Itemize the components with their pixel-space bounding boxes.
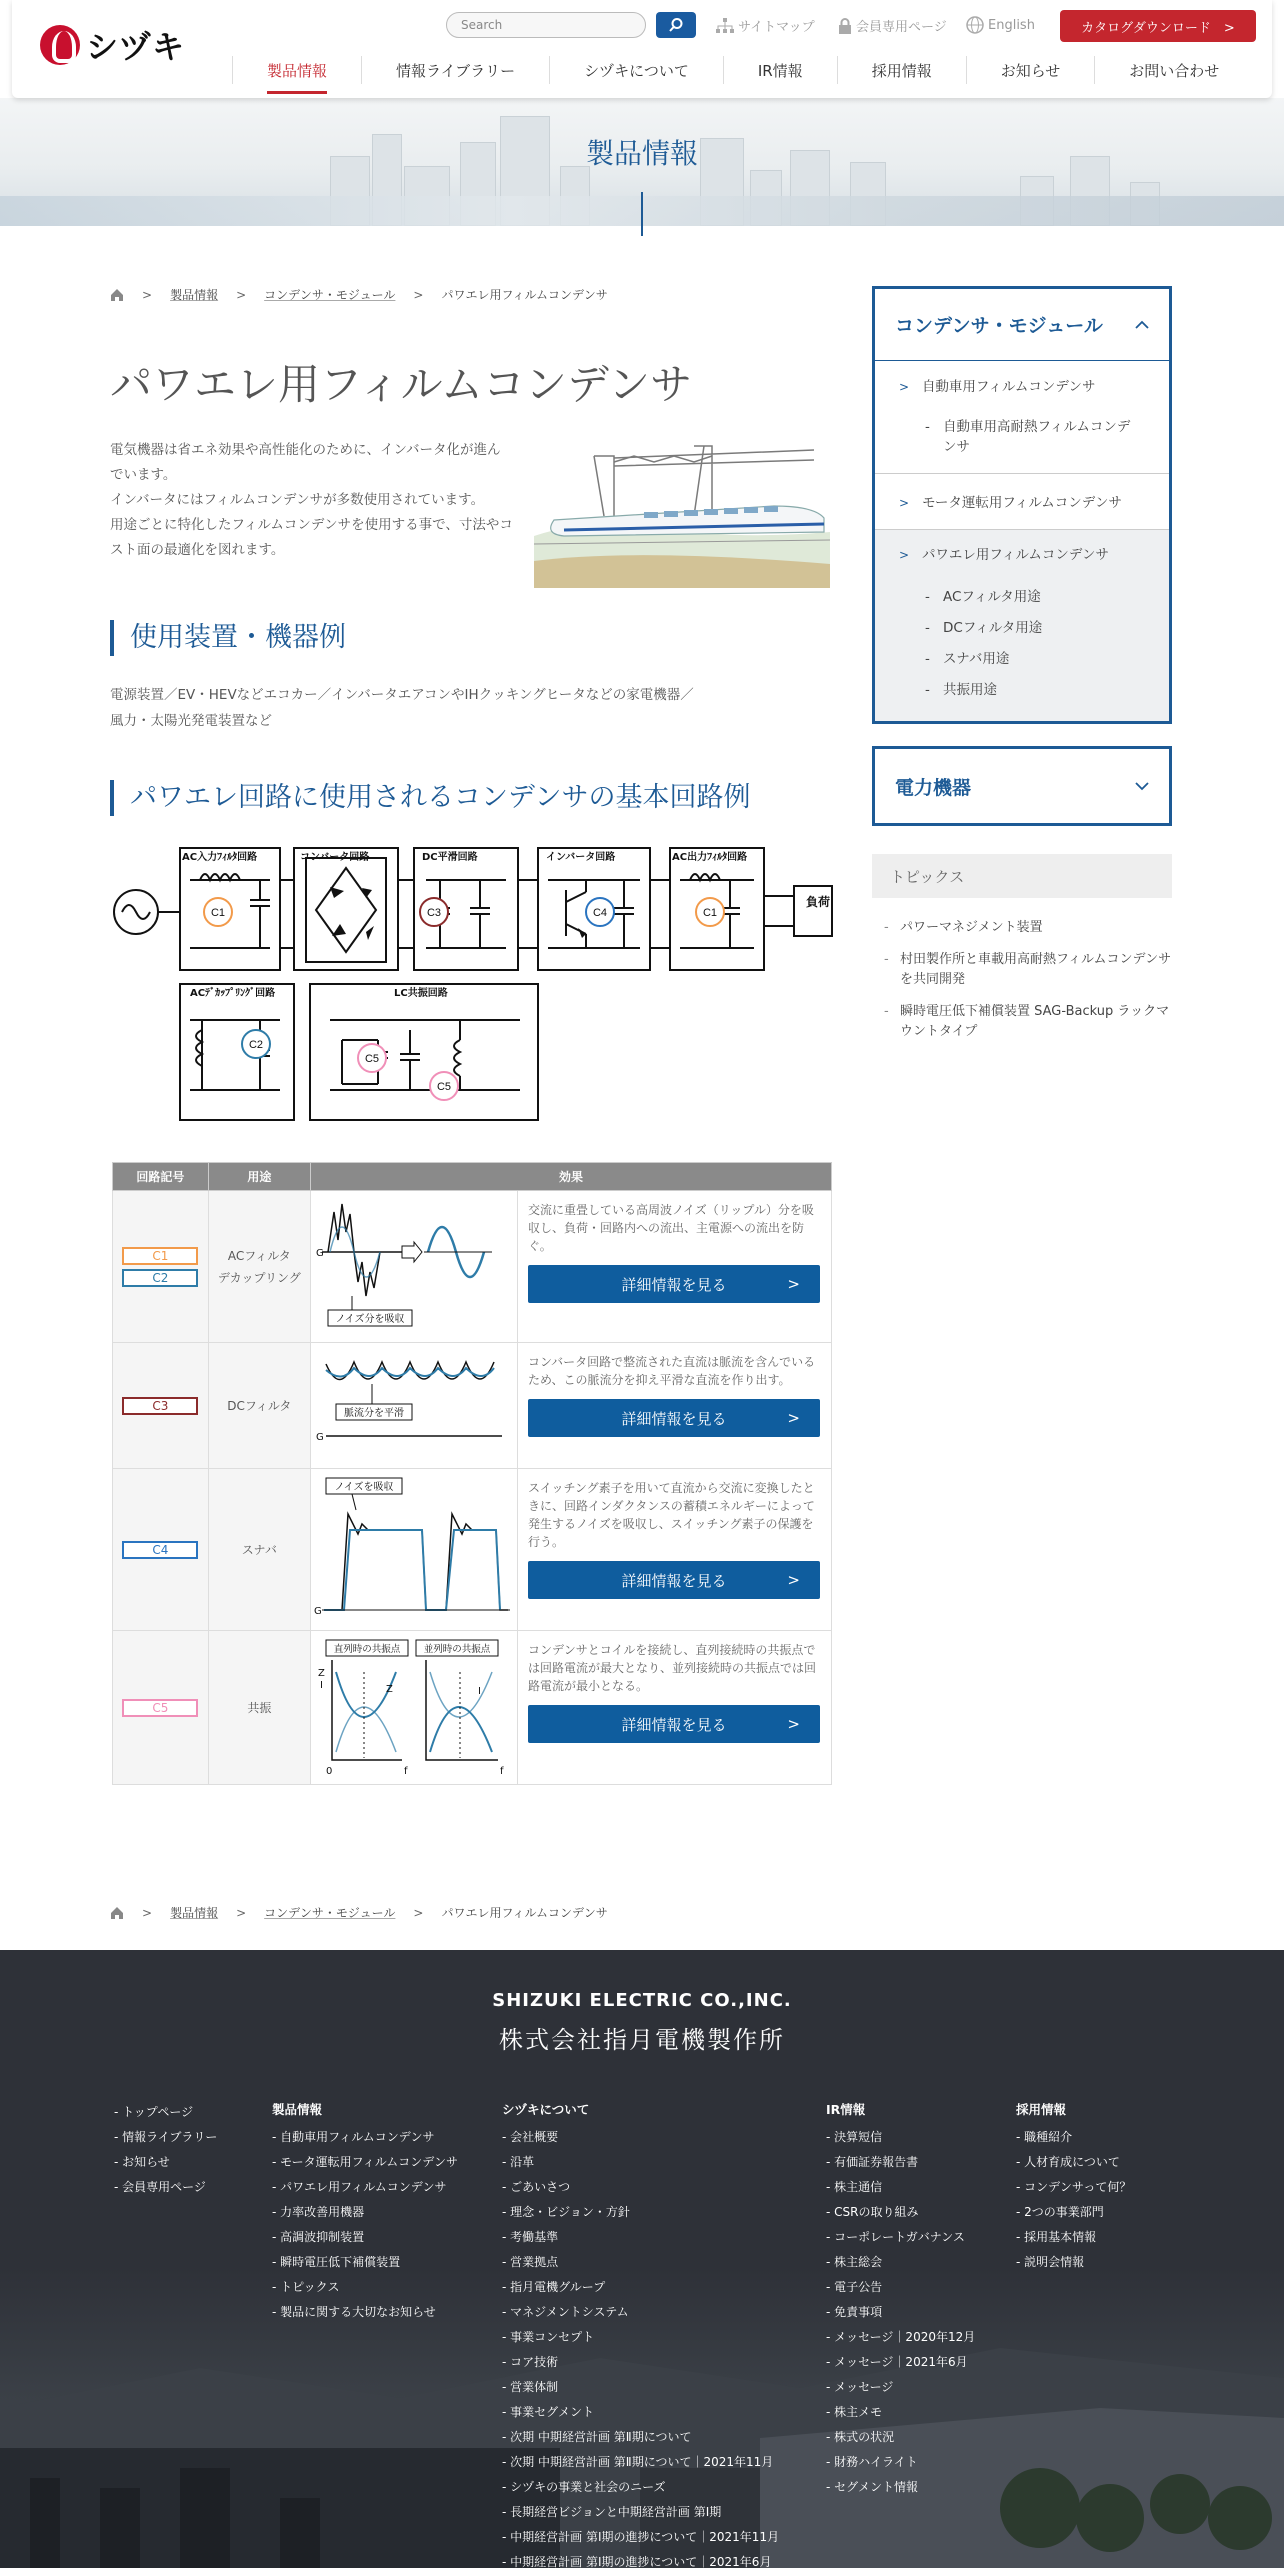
footer-link-label: 力率改善用機器 — [280, 2205, 365, 2219]
devices-line: 風力・太陽光発電装置など — [110, 713, 272, 729]
footer-link-label: 有価証券報告書 — [834, 2155, 919, 2169]
english-link[interactable] — [966, 16, 1035, 34]
circuit-code: C5 — [122, 1699, 198, 1717]
globe-icon — [966, 16, 984, 34]
footer-col-title[interactable]: IR情報 — [826, 2102, 866, 2117]
footer-link[interactable]: - 瞬時電圧低下補償装置 — [272, 2255, 401, 2269]
footer-link-label: トピックス — [280, 2280, 340, 2294]
breadcrumb-separator: > — [236, 1905, 247, 1920]
chevron-up-icon — [1135, 320, 1149, 330]
circuit-code: C3 — [122, 1397, 198, 1415]
graph-label: G — [316, 1248, 324, 1259]
footer-link[interactable]: - トピックス — [272, 2280, 340, 2294]
chevron-right-icon: > — [787, 1571, 800, 1589]
footer-link[interactable]: - 免責事項 — [826, 2305, 883, 2319]
sidebar-item-snubber[interactable]: - スナバ用途 — [925, 651, 1010, 667]
breadcrumb-capacitor[interactable]: コンデンサ・モジュール — [264, 288, 396, 302]
footer-link[interactable]: - メッセージ｜2020年12月 — [826, 2330, 976, 2344]
graph-label: 並列時の共振点 — [423, 1644, 491, 1655]
footer-link[interactable]: - 次期 中期経営計画 第Ⅱ期について｜2021年11月 — [502, 2455, 774, 2469]
footer-link[interactable]: - 株式の状況 — [826, 2430, 895, 2444]
footer-link-label: 免責事項 — [834, 2305, 883, 2319]
table-row — [113, 1343, 832, 1469]
footer-link-label: マネジメントシステム — [510, 2305, 629, 2319]
sidebar-item-motor[interactable]: > モータ運転用フィルムコンデンサ — [899, 495, 1123, 511]
footer-link[interactable]: - 製品に関する大切なお知らせ — [272, 2305, 436, 2319]
footer-link[interactable]: - 理念・ビジョン・方針 — [502, 2205, 630, 2219]
circuit-label: DC平滑回路 — [422, 852, 478, 863]
footer-link[interactable]: - 有価証券報告書 — [826, 2155, 919, 2169]
footer-link-label: ごあいさつ — [510, 2180, 571, 2194]
footer-link[interactable]: - 説明会情報 — [1016, 2255, 1085, 2269]
circuit-code: C1 — [122, 1247, 198, 1265]
footer-link-label: 次期 中期経営計画 第Ⅱ期について｜2021年11月 — [510, 2455, 774, 2469]
search-button[interactable] — [656, 12, 696, 38]
sitemap-link[interactable] — [716, 16, 815, 35]
graph-label: ノイズを吸収 — [334, 1482, 394, 1493]
footer-link[interactable]: - 採用基本情報 — [1016, 2230, 1097, 2244]
footer-link-label: 高調波抑制装置 — [280, 2230, 365, 2244]
footer-link-label: 次期 中期経営計画 第Ⅱ期について — [510, 2430, 692, 2444]
cap-label: C1 — [210, 907, 226, 919]
chevron-right-icon: > — [787, 1715, 800, 1733]
effect-description: 交流に重畳している高周波ノイズ（リップル）分を吸収し、負荷・回路内への流出、主電源への流出を防ぐ。 — [528, 1203, 814, 1253]
footer-link[interactable]: - 会社概要 — [502, 2130, 559, 2144]
table-row — [113, 1469, 832, 1631]
hero-divider — [641, 192, 643, 236]
lock-icon — [838, 18, 852, 34]
catalog-download-button[interactable]: カタログダウンロード > — [1060, 10, 1256, 42]
footer-link-label: 株式の状況 — [834, 2430, 895, 2444]
footer-link-label: 会社概要 — [510, 2130, 559, 2144]
topic-link[interactable]: - パワーマネジメント装置 — [884, 918, 1174, 938]
nav-ir[interactable]: IR情報 — [723, 56, 837, 84]
footer-link-label: 自動車用フィルムコンデンサ — [280, 2130, 435, 2144]
footer-link-label: 中期経営計画 第Ⅰ期の進捗について｜2021年11月 — [510, 2530, 780, 2544]
footer-link-label: 指月電機グループ — [510, 2280, 606, 2294]
footer-link[interactable]: - メッセージ — [826, 2380, 894, 2394]
effect-description: コンデンサとコイルを接続し、直列接続時の共振点では回路電流が最大となり、並列接続時の共振点では回路電流が最小となる。 — [528, 1643, 817, 1693]
detail-button-label: 詳細情報を見る — [621, 1715, 727, 1734]
cap-label: C2 — [248, 1039, 264, 1051]
nav-contact[interactable]: お問い合わせ — [1094, 56, 1253, 84]
sidebar-item-label: ACフィルタ用途 — [943, 589, 1041, 605]
resonance-graph — [312, 1632, 516, 1780]
footer-link-label: 長期経営ビジョンと中期経営計画 第Ⅰ期 — [510, 2505, 722, 2519]
footer-link[interactable]: - 情報ライブラリー — [114, 2130, 218, 2144]
graph-label: 脈流分を平滑 — [344, 1408, 404, 1419]
footer-link-label: モータ運転用フィルムコンデンサ — [280, 2155, 458, 2169]
sidebar-capacitor-toggle[interactable] — [875, 289, 1169, 361]
breadcrumb-separator: > — [236, 287, 247, 302]
capacitor-usage-table — [112, 1162, 832, 1785]
footer-link[interactable]: - 事業セグメント — [502, 2405, 595, 2419]
footer-link-label: 株主メモ — [834, 2405, 883, 2419]
train-illustration — [534, 436, 830, 588]
home-icon[interactable] — [110, 1906, 124, 1920]
section-title-devices: 使用装置・機器例 — [110, 620, 346, 656]
footer-link[interactable]: - 指月電機グループ — [502, 2280, 606, 2294]
footer-link[interactable]: - CSRの取り組み — [826, 2205, 919, 2219]
member-link[interactable] — [838, 16, 947, 35]
devices-line: 電源装置／EV・HEVなどエコカー／インバータエアコンやIHクッキングヒータなどの家電機器／ — [110, 687, 694, 703]
footer-link[interactable]: - 中期経営計画 第Ⅰ期の進捗について｜2021年6月 — [502, 2555, 772, 2568]
sidebar-item-label: モータ運転用フィルムコンデンサ — [921, 495, 1123, 511]
footer-col-about — [502, 2100, 779, 2568]
intro-line: インバータにはフィルムコンデンサが多数使用されています。 — [110, 492, 485, 508]
effect-description: コンバータ回路で整流された直流は脈流を含んでいるため、この脈流分を抑え平滑な直流を作り出す。 — [528, 1355, 816, 1387]
footer-link[interactable]: - シヅキの事業と社会のニーズ — [502, 2480, 666, 2494]
logo-mark-icon — [40, 25, 80, 65]
nav-about[interactable]: シヅキについて — [549, 56, 723, 84]
footer-link-label: パワエレ用フィルムコンデンサ — [280, 2180, 447, 2194]
footer-link[interactable]: - 財務ハイライト — [826, 2455, 918, 2469]
sidebar-capacitor-menu — [872, 286, 1172, 724]
breadcrumb — [110, 286, 608, 303]
devices-text — [110, 682, 830, 734]
footer-link-label: 中期経営計画 第Ⅰ期の進捗について｜2021年6月 — [510, 2555, 772, 2568]
breadcrumb-capacitor[interactable]: コンデンサ・モジュール — [264, 1906, 396, 1920]
footer-link[interactable]: - ごあいさつ — [502, 2180, 571, 2194]
topic-link[interactable]: - 村田製作所と車載用高耐熱フィルムコンデンサを共同開発 — [884, 950, 1174, 990]
footer-link[interactable]: - 職種紹介 — [1016, 2130, 1073, 2144]
site-footer — [0, 1950, 1284, 2568]
footer-link-label: 人材育成について — [1024, 2155, 1120, 2169]
footer-link-label: メッセージ｜2020年12月 — [834, 2330, 976, 2344]
english-label: English — [988, 17, 1035, 33]
footer-link-label: 電子公告 — [834, 2280, 883, 2294]
cap-label: C3 — [426, 907, 442, 919]
footer-link[interactable]: - トップページ — [114, 2105, 194, 2119]
search-input[interactable]: Search — [446, 12, 646, 38]
intro-line: 用途ごとに特化したフィルムコンデンサを使用する事で、寸法やコスト面の最適化を図れます。 — [110, 517, 513, 558]
sidebar-item-label: 共振用途 — [943, 682, 997, 698]
breadcrumb-separator: > — [142, 1905, 153, 1920]
footer-link[interactable]: - 決算短信 — [826, 2130, 883, 2144]
table-header: 用途 — [208, 1163, 310, 1191]
usage-label: DCフィルタ — [227, 1398, 292, 1413]
footer-link-label: 営業拠点 — [510, 2255, 559, 2269]
footer-col-ir — [826, 2100, 975, 2500]
graph-label: 直列時の共振点 — [333, 1644, 401, 1655]
logo[interactable] — [40, 22, 185, 68]
footer-link[interactable]: - パワエレ用フィルムコンデンサ — [272, 2180, 447, 2194]
table-row — [113, 1191, 832, 1343]
section-title-circuit: パワエレ回路に使用されるコンデンサの基本回路例 — [110, 780, 750, 816]
search-icon — [668, 17, 684, 33]
breadcrumb-current: パワエレ用フィルムコンデンサ — [441, 1906, 608, 1920]
footer-link[interactable]: - コンデンサって何？ — [1016, 2180, 1132, 2194]
footer-link-label: 事業コンセプト — [510, 2330, 595, 2344]
circuit-label: コンバータ回路 — [300, 852, 370, 863]
detail-button-label: 詳細情報を見る — [621, 1275, 727, 1294]
footer-link[interactable]: - メッセージ｜2021年6月 — [826, 2355, 968, 2369]
sidebar-item-ac-filter[interactable]: - ACフィルタ用途 — [925, 589, 1041, 605]
hero-title: 製品情報 — [585, 137, 698, 170]
footer-link-label: 株主通信 — [834, 2180, 883, 2194]
footer-link-label: 決算短信 — [834, 2130, 883, 2144]
detail-button-ac-filter[interactable] — [528, 1265, 820, 1303]
table-header: 効果 — [311, 1163, 832, 1191]
graph-label: G — [314, 1606, 322, 1617]
detail-button-resonance[interactable] — [528, 1705, 820, 1743]
sidebar-item-label: パワエレ用フィルムコンデンサ — [921, 547, 1110, 563]
nav-news[interactable]: お知らせ — [966, 56, 1095, 84]
breadcrumb-products[interactable]: 製品情報 — [170, 1906, 219, 1920]
footer-link-label: 沿革 — [510, 2155, 535, 2169]
sidebar-box-title: 電力機器 — [895, 776, 972, 799]
footer-link-label: シヅキの事業と社会のニーズ — [510, 2480, 666, 2494]
footer-company-ja: 株式会社指月電機製作所 — [499, 2026, 785, 2054]
member-label: 会員専用ページ — [856, 20, 947, 35]
site-header — [12, 0, 1272, 98]
cap-label: C4 — [592, 907, 608, 919]
footer-link[interactable]: - 沿革 — [502, 2155, 535, 2169]
snubber-graph — [312, 1470, 516, 1626]
footer-link-label: 株主総会 — [834, 2255, 883, 2269]
sidebar-item-label: 自動車用高耐熱フィルムコンデンサ — [943, 419, 1131, 455]
graph-label: G — [316, 1432, 324, 1443]
intro-line: 電気機器は省エネ効果や高性能化のために、インバータ化が進んでいます。 — [110, 442, 501, 483]
footer-link[interactable]: - 考働基準 — [502, 2230, 559, 2244]
sidebar-item-dc-filter[interactable]: - DCフィルタ用途 — [925, 620, 1043, 636]
footer-link[interactable]: - 株主通信 — [826, 2180, 883, 2194]
footer-link[interactable]: - マネジメントシステム — [502, 2305, 629, 2319]
sitemap-icon — [716, 18, 734, 34]
footer-link-label: セグメント情報 — [834, 2480, 919, 2494]
breadcrumb-current: パワエレ用フィルムコンデンサ — [441, 288, 608, 302]
footer-link[interactable]: - 営業拠点 — [502, 2255, 559, 2269]
load-label: 負荷 — [806, 895, 831, 909]
footer-link-label: 理念・ビジョン・方針 — [510, 2205, 630, 2219]
footer-col-title[interactable]: シヅキについて — [502, 2102, 590, 2117]
sitemap-label: サイトマップ — [738, 20, 815, 35]
usage-label: ACフィルタ — [227, 1248, 291, 1263]
sidebar-item-label: スナバ用途 — [943, 651, 1010, 667]
footer-link[interactable]: - お知らせ — [114, 2155, 170, 2169]
chevron-down-icon — [1135, 781, 1149, 791]
circuit-label: インバータ回路 — [546, 852, 616, 863]
footer-link-label: 採用基本情報 — [1024, 2230, 1097, 2244]
footer-link-label: コア技術 — [510, 2355, 559, 2369]
footer-link[interactable]: - 株主メモ — [826, 2405, 883, 2419]
breadcrumb-separator: > — [142, 287, 153, 302]
detail-button-label: 詳細情報を見る — [621, 1409, 727, 1428]
logo-text: シヅキ — [86, 28, 186, 66]
table-row — [113, 1631, 832, 1785]
usage-label: デカップリング — [217, 1270, 301, 1285]
footer-link[interactable]: - 人材育成について — [1016, 2155, 1120, 2169]
footer-link[interactable]: - モータ運転用フィルムコンデンサ — [272, 2155, 458, 2169]
footer-link-label: CSRの取り組み — [834, 2205, 919, 2219]
breadcrumb-bottom — [110, 1904, 608, 1921]
graph-label: 0 — [326, 1766, 333, 1777]
nav-recruit[interactable]: 採用情報 — [837, 56, 966, 84]
circuit-label: LC共振回路 — [394, 988, 448, 999]
footer-link-label: コーポレートガバナンス — [834, 2230, 965, 2244]
graph-label: I — [320, 1680, 323, 1691]
footer-link[interactable]: - 2つの事業部門 — [1016, 2205, 1104, 2219]
sidebar-box-title: コンデンサ・モジュール — [895, 315, 1103, 337]
footer-link[interactable]: - セグメント情報 — [826, 2480, 919, 2494]
detail-button-snubber[interactable] — [528, 1561, 820, 1599]
breadcrumb-separator: > — [413, 287, 424, 302]
sidebar-item-auto-film[interactable]: > 自動車用フィルムコンデンサ — [899, 379, 1096, 395]
footer-link-label: 2つの事業部門 — [1024, 2205, 1104, 2219]
footer-link[interactable]: - コーポレートガバナンス — [826, 2230, 965, 2244]
footer-link-label: メッセージ — [834, 2380, 894, 2394]
footer-link[interactable]: - コア技術 — [502, 2355, 559, 2369]
footer-link[interactable]: - 電子公告 — [826, 2280, 883, 2294]
sidebar-item-resonance[interactable]: - 共振用途 — [925, 682, 997, 698]
graph-label: f — [500, 1766, 504, 1777]
footer-link-label: 事業セグメント — [510, 2405, 595, 2419]
footer-link[interactable]: - 自動車用フィルムコンデンサ — [272, 2130, 435, 2144]
circuit-label: AC入力ﾌｨﾙﾀ回路 — [182, 852, 258, 863]
circuit-label: AC出力ﾌｨﾙﾀ回路 — [672, 852, 748, 863]
topics-heading: トピックス — [872, 854, 1172, 898]
breadcrumb-separator: > — [413, 1905, 424, 1920]
effect-description: スイッチング素子を用いて直流から交流に変換したときに、回路インダクタンスの蓄積エネルギーによって発生するノイズを吸収し、スイッチング素子の保護を行う。 — [528, 1481, 815, 1549]
footer-col-general — [114, 2100, 217, 2200]
graph-label: I — [478, 1686, 481, 1697]
footer-link-label: 製品に関する大切なお知らせ — [280, 2305, 436, 2319]
chevron-right-icon: > — [787, 1275, 800, 1293]
footer-link[interactable]: - 営業体制 — [502, 2380, 559, 2394]
footer-link[interactable]: - 株主総会 — [826, 2255, 883, 2269]
breadcrumb-products[interactable]: 製品情報 — [170, 288, 219, 302]
footer-link-label: 財務ハイライト — [834, 2455, 918, 2469]
footer-link-label: 職種紹介 — [1024, 2130, 1073, 2144]
circuit-code: C2 — [122, 1269, 198, 1287]
footer-link[interactable]: - 事業コンセプト — [502, 2330, 595, 2344]
footer-col-products — [272, 2100, 458, 2325]
graph-label: Z — [386, 1684, 393, 1695]
cap-label: C1 — [702, 907, 718, 919]
footer-link-label: 説明会情報 — [1024, 2255, 1085, 2269]
usage-label: 共振 — [247, 1700, 272, 1715]
table-header: 回路記号 — [113, 1163, 209, 1191]
footer-link-label: メッセージ｜2021年6月 — [834, 2355, 968, 2369]
usage-label: スナバ — [241, 1542, 277, 1557]
cap-label: C5 — [364, 1053, 380, 1065]
sidebar-item-auto-heat[interactable]: - 自動車用高耐熱フィルムコンデンサ — [925, 419, 1131, 455]
sidebar-item-label: DCフィルタ用途 — [943, 620, 1043, 636]
graph-label: Z — [318, 1668, 325, 1679]
footer-company-en: SHIZUKI ELECTRIC CO.,INC. — [492, 1990, 792, 2011]
detail-button-label: 詳細情報を見る — [621, 1571, 727, 1590]
home-icon[interactable] — [110, 288, 124, 302]
footer-link[interactable]: - 長期経営ビジョンと中期経営計画 第Ⅰ期 — [502, 2505, 722, 2519]
sidebar-power-equipment-toggle[interactable] — [872, 746, 1172, 826]
footer-link-label: 考働基準 — [510, 2230, 559, 2244]
detail-button-dc-filter[interactable] — [528, 1399, 820, 1437]
footer-link[interactable]: - 中期経営計画 第Ⅰ期の進捗について｜2021年11月 — [502, 2530, 780, 2544]
circuit-label: ACﾃﾞｶｯﾌﾟﾘﾝｸﾞ回路 — [190, 988, 276, 999]
circuit-diagram — [110, 840, 834, 1124]
footer-link-label: 営業体制 — [510, 2380, 559, 2394]
graph-label: f — [404, 1766, 408, 1777]
footer-col-title[interactable]: 製品情報 — [272, 2102, 323, 2117]
sidebar-item-power-elec[interactable]: > パワエレ用フィルムコンデンサ — [899, 547, 1110, 563]
footer-link[interactable]: - 高調波抑制装置 — [272, 2230, 365, 2244]
global-nav — [232, 56, 1253, 84]
footer-link-label: コンデンサって何？ — [1024, 2180, 1132, 2194]
footer-col-recruit — [1016, 2100, 1131, 2275]
sidebar-item-label: 自動車用フィルムコンデンサ — [921, 379, 1096, 395]
footer-link-label: 瞬時電圧低下補償装置 — [280, 2255, 401, 2269]
footer-link[interactable]: - 次期 中期経営計画 第Ⅱ期について — [502, 2430, 692, 2444]
circuit-code: C4 — [122, 1541, 198, 1559]
chevron-right-icon: > — [787, 1409, 800, 1427]
ac-filter-graph — [312, 1192, 516, 1338]
footer-link[interactable]: - 会員専用ページ — [114, 2180, 206, 2194]
graph-label: ノイズ分を吸収 — [335, 1314, 405, 1325]
footer-link[interactable]: - 力率改善用機器 — [272, 2205, 365, 2219]
dc-filter-graph — [312, 1344, 516, 1464]
intro-text — [110, 438, 514, 563]
nav-products[interactable]: 製品情報 — [232, 56, 361, 84]
footer-col-title[interactable]: 採用情報 — [1016, 2102, 1067, 2117]
page-title: パワエレ用フィルムコンデンサ — [110, 360, 693, 409]
topic-link[interactable]: - 瞬時電圧低下補償装置 SAG-Backup ラックマウントタイプ — [884, 1002, 1174, 1042]
cap-label: C5 — [436, 1081, 452, 1093]
nav-library[interactable]: 情報ライブラリー — [361, 56, 549, 84]
